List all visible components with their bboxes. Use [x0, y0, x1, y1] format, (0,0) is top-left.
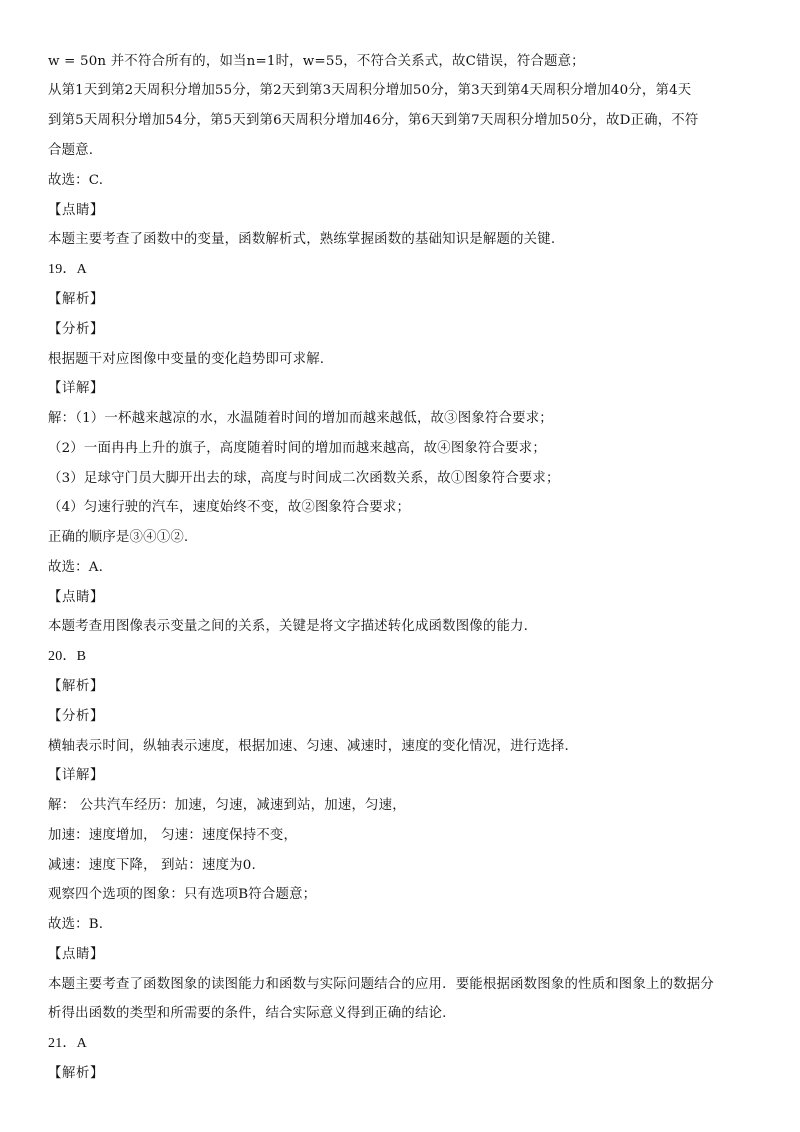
- text-line: 根据题干对应图像中变量的变化趋势即可求解.: [48, 352, 325, 367]
- section-heading: 【解析】: [48, 1066, 104, 1081]
- text-line: 合题意.: [48, 143, 94, 158]
- question-number: 21．A: [48, 1036, 87, 1051]
- section-heading: 【详解】: [48, 381, 104, 396]
- text-line: 本题主要考查了函数图象的读图能力和函数与实际问题结合的应用．要能根据函数图象的性质和图象上的数据分: [48, 977, 714, 992]
- text-line: 解：（1）一杯越来越凉的水，水温随着时间的增加而越来越低，故③图象符合要求；: [48, 411, 553, 426]
- question-number: 19．A: [48, 262, 87, 277]
- text-line: 从第1天到第2天周积分增加55分，第2天到第3天周积分增加50分，第3天到第4天周积分增加40分，第4天: [48, 83, 692, 98]
- text-line: （4）匀速行驶的汽车，速度始终不变，故②图象符合要求；: [48, 500, 411, 515]
- text-line: 故选：A.: [48, 560, 104, 575]
- text-line: 观察四个选项的图象：只有选项B符合题意；: [48, 887, 317, 902]
- text-line: 正确的顺序是③④①②.: [48, 530, 189, 545]
- section-heading: 【点睛】: [48, 203, 104, 218]
- section-heading: 【分析】: [48, 322, 104, 337]
- text-line: 故选：C.: [48, 173, 104, 188]
- section-heading: 【分析】: [48, 709, 104, 724]
- text-line: 解： 公共汽车经历：加速，匀速，减速到站，加速，匀速，: [48, 798, 406, 813]
- text-line: w = 50n 并不符合所有的，如当n=1时，w=55，不符合关系式，故C错误，符合题意；: [48, 54, 585, 69]
- text-line: 横轴表示时间，纵轴表示速度，根据加速、匀速、减速时，速度的变化情况，进行选择.: [48, 739, 569, 754]
- text-line: 减速：速度下降， 到站：速度为0.: [48, 858, 256, 873]
- text-line: （3）足球守门员大脚开出去的球，高度与时间成二次函数关系，故①图象符合要求；: [48, 471, 560, 486]
- section-heading: 【解析】: [48, 679, 104, 694]
- text-line: 析得出函数的类型和所需要的条件，结合实际意义得到正确的结论.: [48, 1006, 447, 1021]
- text-line: 到第5天周积分增加54分，第5天到第6天周积分增加46分，第6天到第7天周积分增加50分，故D正确，不符: [48, 113, 699, 128]
- section-heading: 【解析】: [48, 292, 104, 307]
- text-line: （2）一面冉冉上升的旗子，高度随着时间的增加而越来越高，故④图象符合要求；: [48, 441, 546, 456]
- text-line: 本题主要考查了函数中的变量，函数解析式，熟练掌握函数的基础知识是解题的关键.: [48, 232, 556, 247]
- question-number: 20．B: [48, 649, 87, 664]
- text-line: 加速：速度增加， 匀速：速度保持不变，: [48, 828, 298, 843]
- section-heading: 【详解】: [48, 768, 104, 783]
- section-heading: 【点睛】: [48, 947, 104, 962]
- section-heading: 【点睛】: [48, 590, 104, 605]
- text-line: 故选：B.: [48, 917, 104, 932]
- text-line: 本题考查用图像表示变量之间的关系，关键是将文字描述转化成函数图像的能力.: [48, 619, 529, 634]
